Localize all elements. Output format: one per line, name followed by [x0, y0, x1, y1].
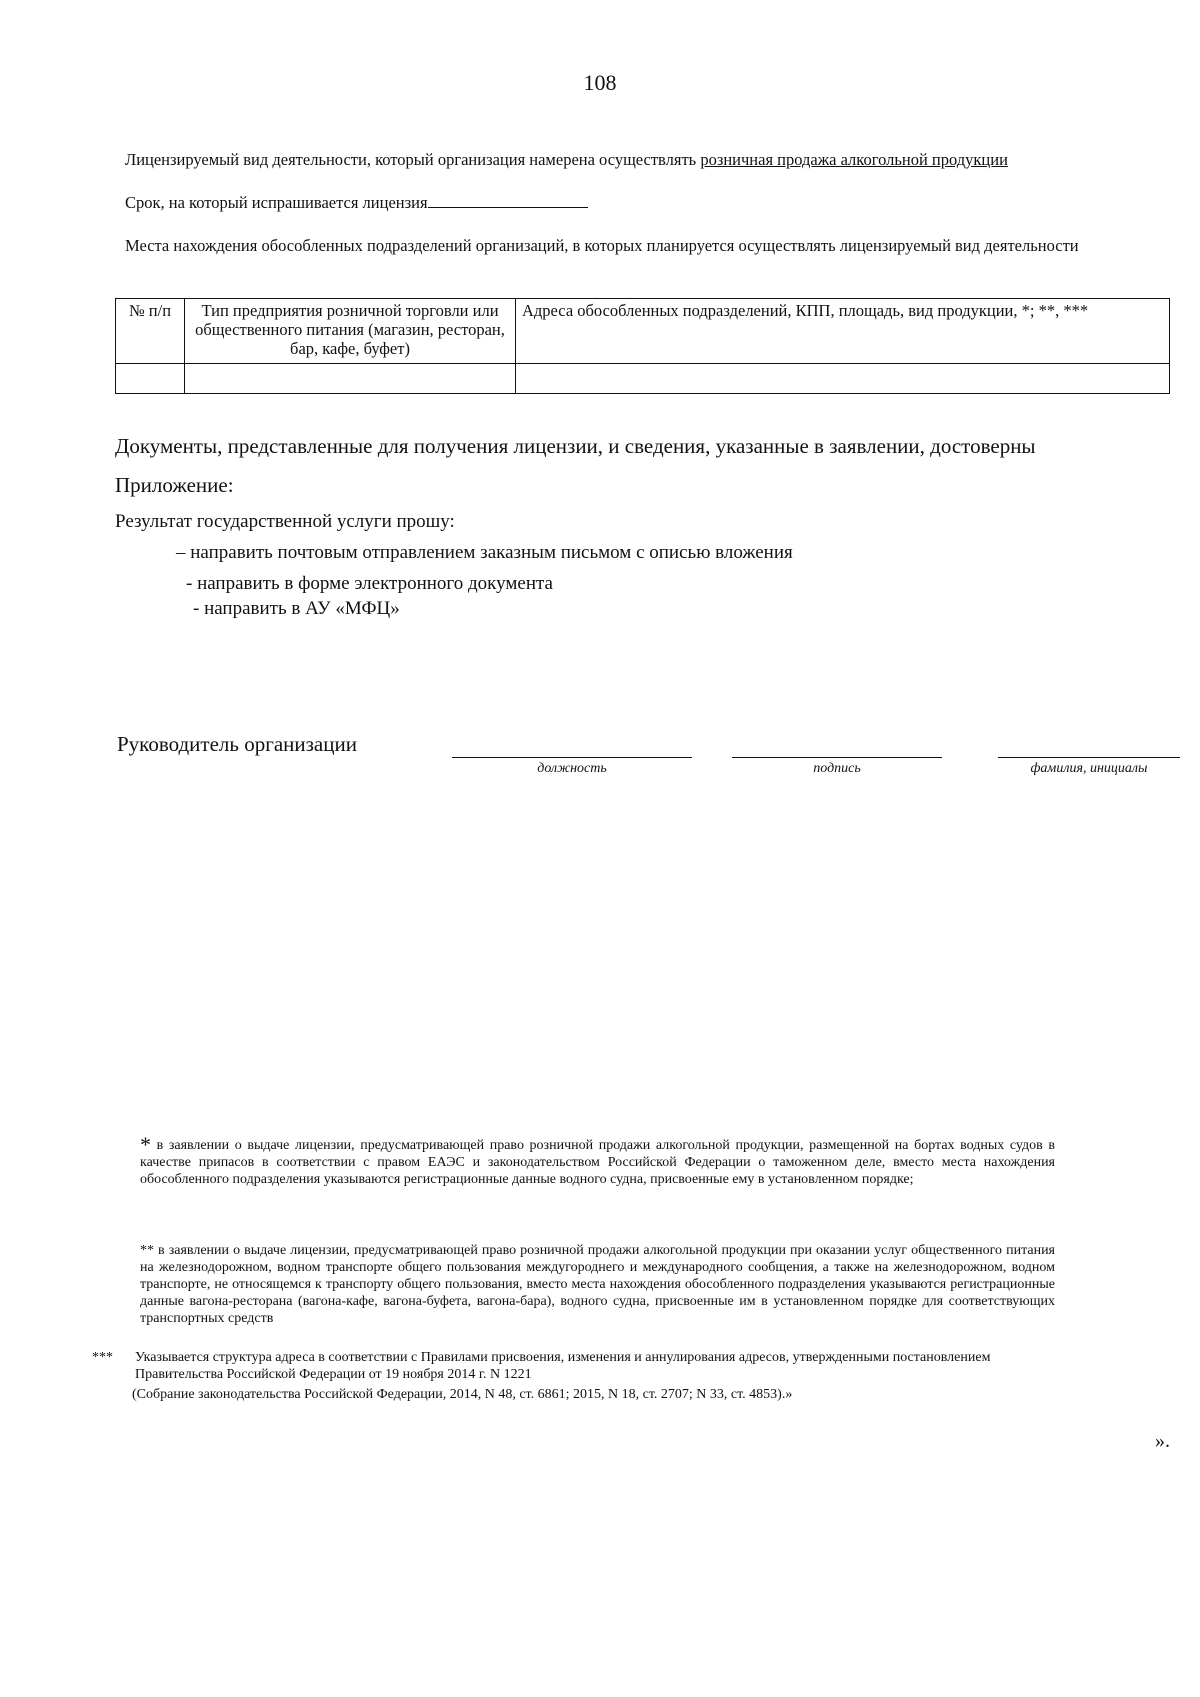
accuracy-statement: Документы, представленные для получения лицензии, и сведения, указанные в заявлении, достоверны	[115, 434, 1036, 458]
signature-title: Руководитель организации	[117, 732, 357, 756]
cell-number[interactable]	[116, 364, 185, 394]
footnote-3-source: (Собрание законодательства Российской Федерации, 2014, N 48, ст. 6861; 2015, N 18, ст. 2707; N 33, ст. 4853).»	[132, 1387, 793, 1402]
licensed-activity-line	[125, 150, 1175, 170]
full-name-caption: фамилия, инициалы	[1030, 761, 1148, 776]
signature-field[interactable]	[732, 757, 942, 758]
full-name-field[interactable]	[998, 757, 1180, 758]
result-option-mail: – направить почтовым отправлением заказным письмом с описью вложения	[176, 542, 793, 563]
table-row	[116, 364, 1170, 394]
footnote-1-text: в заявлении о выдаче лицензии, предусматривающей право розничной продажи алкогольной продукции, размещенной на бортах водных судов в качестве припасов в соответствии с правом ЕАЭС и законодательством Российской Федерации о таможенном деле, вместо места нахождения обособленного подразделения указываются регистрационные данные водного судна, присвоенные ему в установленном порядке;	[140, 1138, 1055, 1187]
license-term-blank	[428, 193, 588, 208]
footnote-1	[140, 1132, 1055, 1188]
licensed-activity-label: Лицензируемый вид деятельности, который организация намерена осуществлять	[125, 150, 701, 169]
col-header-address: Адреса обособленных подразделений, КПП, площадь, вид продукции, *; **, ***	[516, 299, 1170, 364]
cell-address[interactable]	[516, 364, 1170, 394]
license-term-label: Срок, на который испрашивается лицензия	[125, 193, 428, 212]
locations-table	[115, 298, 1170, 394]
col-header-number: № п/п	[116, 299, 185, 364]
page-number: 108	[583, 70, 617, 95]
license-term-line	[125, 193, 1175, 213]
footnote-2: ** в заявлении о выдаче лицензии, предусматривающей право розничной продажи алкогольной продукции при оказании услуг общественного питания на железнодорожном, водном транспорте общего пользования междугороднего и международного сообщения, а также на железнодорожном, водном транспорте, не относящемся к транспорту общего пользования, вместо места нахождения обособленного подразделения указываются регистрационные данные вагона-ресторана (вагона-кафе, вагона-буфета, вагона-бара), водного судна, присвоенные им в установленном порядке для соответствующих транспортных средств	[140, 1243, 1055, 1326]
footnote-3-mark: ***	[92, 1350, 113, 1365]
table-header-row	[116, 299, 1170, 364]
position-caption: должность	[537, 761, 607, 776]
result-option-mfc: - направить в АУ «МФЦ»	[193, 598, 400, 619]
signature-caption: подпись	[813, 761, 861, 776]
result-option-electronic: - направить в форме электронного документа	[186, 573, 553, 594]
locations-intro: Места нахождения обособленных подразделений организаций, в которых планируется осуществлять лицензируемый вид деятельности	[125, 236, 1079, 255]
col-header-type: Тип предприятия розничной торговли или общественного питания (магазин, ресторан, бар, кафе, буфет)	[185, 299, 516, 364]
position-field[interactable]	[452, 757, 692, 758]
closing-quote: ».	[1155, 1430, 1170, 1452]
footnote-3-text: Указывается структура адреса в соответствии с Правилами присвоения, изменения и аннулирования адресов, утвержденными постановлением Правительства Российской Федерации от 19 ноября 2014 г. N 1221	[135, 1350, 991, 1382]
footnote-1-mark: *	[140, 1132, 151, 1157]
cell-type[interactable]	[185, 364, 516, 394]
licensed-activity-value: розничная продажа алкогольной продукции	[700, 150, 1008, 169]
attachment-label: Приложение:	[115, 473, 234, 497]
result-label: Результат государственной услуги прошу:	[115, 511, 455, 532]
